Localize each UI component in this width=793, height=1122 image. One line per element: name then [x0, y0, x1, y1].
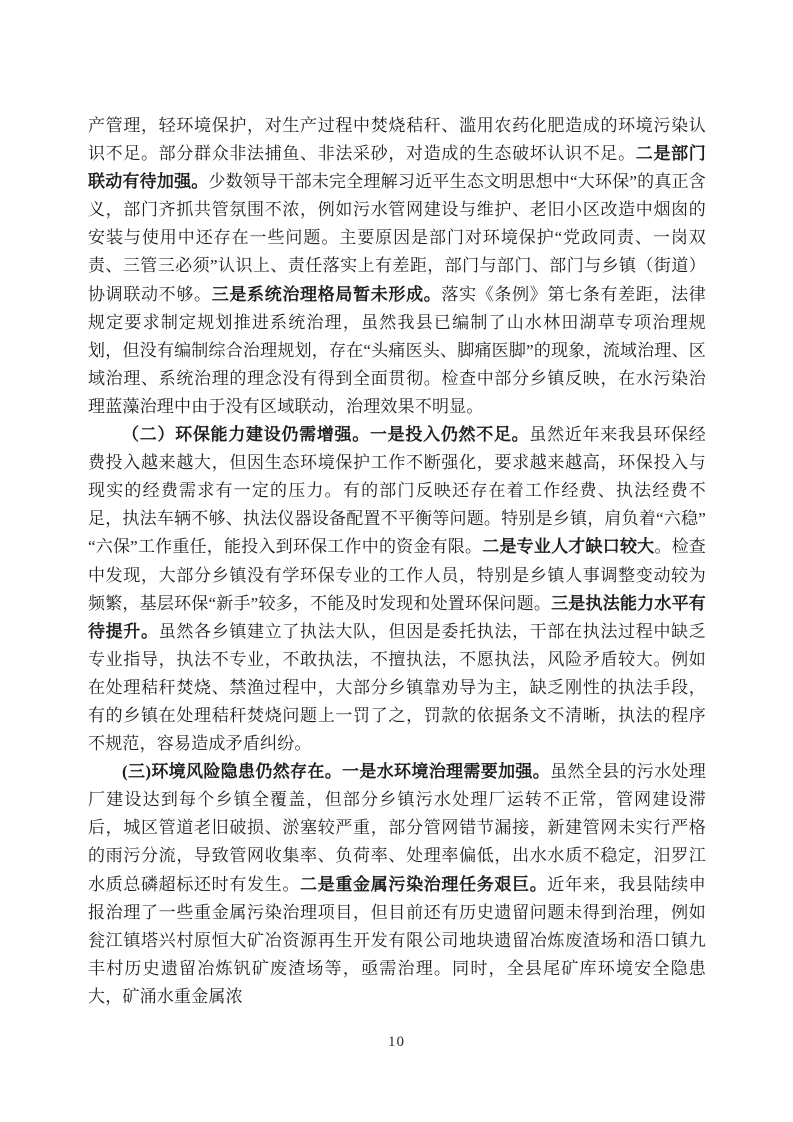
page-footer: [0, 1033, 793, 1051]
text-segment: 虽然全县的污水处理厂建设达到每个乡镇全覆盖，但部分乡镇污水处理厂运转不正常，管网建设滞后，城区管道老旧破损、淤塞较严重，部分管网错节漏接，新建管网未实行严格的雨污分流，导致管网收集率、负荷率、处理率偏低，出水水质不稳定，汨罗江水质总磷超标还时有发生。: [88, 762, 706, 894]
text-segment: 少数领导干部未完全理解习近平生态文明思想中“大环保”的真正含义，部门齐抓共管氛围不浓，例如污水管网建设与维护、老旧小区改造中烟囱的安装与使用中还存在一些问题。主要原因是部门对环境保护“党政同责、一岗双责、三管三必须”认识上、责任落实上有差距，部门与部门、部门与乡镇（街道）协调联动不够。: [88, 172, 706, 304]
page-number: 10: [388, 1034, 405, 1050]
paragraph: [88, 112, 706, 421]
document-body: [88, 112, 706, 1011]
text-segment: 近年来，我县陆续申报治理了一些重金属污染治理项目，但目前还有历史遗留问题未得到治理，例如瓮江镇塔兴村原恒大矿冶资源再生开发有限公司地块遗留冶炼废渣场和浯口镇九丰村历史遗留冶炼钒矿废渣场等，亟需治理。同时，全县尾矿库环境安全隐患大，矿涌水重金属浓: [88, 874, 706, 1006]
text-segment: 落实《条例》第七条有差距，法律规定要求制定规划推进系统治理，虽然我县已编制了山水林田湖草专项治理规划，但没有编制综合治理规划，存在“头痛医头、脚痛医脚”的现象，流域治理、区域治理、系统治理的理念没有得到全面贯彻。检查中部分乡镇反映，在水污染治理蓝藻治理中由于没有区域联动，治理效果不明显。: [88, 284, 707, 416]
text-segment: 。检查中发现，大部分乡镇没有学环保专业的工作人员，特别是乡镇人事调整变动较为频繁，基层环保“新手”较多，不能及时发现和处置环保问题。: [88, 537, 707, 613]
text-segment-bold: 二是部门联动有待加强。: [88, 144, 706, 192]
paragraph: [88, 421, 706, 758]
text-segment: 虽然各乡镇建立了执法大队，但因是委托执法，干部在执法过程中缺乏专业指导，执法不专业，不敢执法，不擅执法，不愿执法，风险矛盾较大。例如在处理秸秆焚烧、禁渔过程中，大部分乡镇靠劝导为主，缺乏刚性的执法手段，有的乡镇在处理秸秆焚烧问题上一罚了之，罚款的依据条文不清晰，执法的程序不规范，容易造成矛盾纠纷。: [88, 621, 706, 754]
text-segment-bold: 二是专业人才缺口较大: [482, 537, 655, 557]
text-segment-bold: 三是执法能力水平有待提升。: [88, 593, 706, 641]
text-segment: 产管理，轻环境保护，对生产过程中焚烧秸秆、滥用农药化肥造成的环境污染认识不足。部分群众非法捕鱼、非法采砂，对造成的生态破坏认识不足。: [88, 116, 706, 164]
text-segment-bold: (三)环境风险隐患仍然存在。一是水环境治理需要加强。: [122, 762, 551, 782]
text-segment: 虽然近年来我县环保经费投入越来越大，但因生态环境保护工作不断强化，要求越来越高，环保投入与现实的经费需求有一定的压力。有的部门反映还存在着工作经费、执法经费不足，执法车辆不够、执法仪器设备配置不平衡等问题。特别是乡镇，肩负着“六稳”“六保”工作重任，能投入到环保工作中的资金有限。: [88, 425, 706, 557]
text-segment-bold: 三是系统治理格局暂未形成。: [211, 284, 442, 304]
paragraph: [88, 758, 706, 1011]
text-segment-bold: 二是重金属污染治理任务艰巨。: [300, 874, 548, 894]
text-segment-bold: （二）环保能力建设仍需增强。一是投入仍然不足。: [122, 425, 530, 445]
